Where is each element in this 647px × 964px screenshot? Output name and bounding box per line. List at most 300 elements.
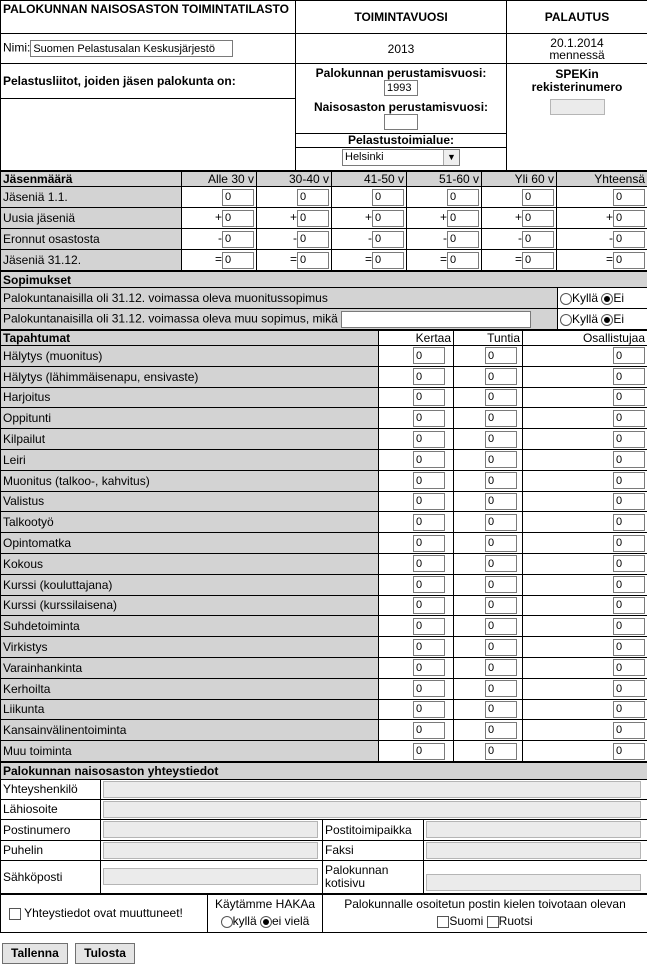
- members-sign: +: [514, 210, 522, 225]
- events-input[interactable]: [613, 535, 645, 552]
- events-input[interactable]: [413, 618, 445, 635]
- events-input[interactable]: [413, 639, 445, 656]
- events-table: [0, 330, 647, 762]
- events-row-label: Kilpailut: [1, 429, 379, 450]
- members-sign: +: [439, 210, 447, 225]
- events-row: [1, 678, 647, 699]
- events-row: [1, 346, 647, 367]
- button-bar: [0, 943, 647, 964]
- events-cell: [379, 657, 454, 678]
- events-cell: [454, 553, 523, 574]
- events-input[interactable]: [613, 347, 645, 364]
- members-cell: [257, 208, 332, 229]
- members-input[interactable]: [613, 231, 645, 248]
- events-row-label: Hälytys (muonitus): [1, 346, 379, 367]
- liitot-label: Pelastusliitot, joiden jäsen palokunta on:: [1, 64, 296, 99]
- postitoimipaikka-input[interactable]: [426, 821, 641, 838]
- events-input[interactable]: [613, 722, 645, 739]
- postitoimipaikka-cell: [424, 819, 647, 840]
- members-cell: [332, 229, 407, 250]
- members-sign: =: [214, 252, 222, 267]
- members-cell: [407, 208, 482, 229]
- events-cell: [454, 387, 523, 408]
- members-input[interactable]: [613, 189, 645, 206]
- members-cell: [182, 229, 257, 250]
- events-input[interactable]: [413, 389, 445, 406]
- events-cell: [523, 512, 647, 533]
- kotisivu-input[interactable]: [426, 874, 641, 891]
- members-cell: [557, 208, 647, 229]
- postinumero-input[interactable]: [103, 821, 318, 838]
- kotisivu-label: Palokunnan kotisivu: [323, 860, 424, 893]
- sahkoposti-input[interactable]: [103, 868, 318, 885]
- name-cell: [1, 34, 296, 64]
- events-input[interactable]: [613, 618, 645, 635]
- events-input[interactable]: [613, 514, 645, 531]
- naisosasto-cell: [296, 99, 507, 171]
- agreement-row-1-options: [558, 288, 647, 309]
- events-cell: [379, 553, 454, 574]
- events-input[interactable]: [485, 618, 517, 635]
- events-row-label: Kurssi (kouluttajana): [1, 574, 379, 595]
- members-input[interactable]: [372, 252, 404, 269]
- events-cell: [379, 533, 454, 554]
- events-row: [1, 595, 647, 616]
- events-col-tuntia: Tuntia: [454, 331, 523, 346]
- events-cell: [523, 533, 647, 554]
- events-row-label: Liikunta: [1, 699, 379, 720]
- events-row: [1, 366, 647, 387]
- members-sign: =: [289, 252, 297, 267]
- contact-table: [0, 762, 647, 894]
- haka-options: [210, 913, 320, 930]
- agreement-row-2-options: [558, 309, 647, 330]
- members-cell: [182, 208, 257, 229]
- events-cell: [454, 470, 523, 491]
- events-cell: [523, 637, 647, 658]
- agreement-row-2: [1, 309, 558, 330]
- members-sign: =: [439, 252, 447, 267]
- events-input[interactable]: [613, 472, 645, 489]
- events-row-label: Kokous: [1, 553, 379, 574]
- members-input[interactable]: [447, 231, 479, 248]
- members-cell: [332, 187, 407, 208]
- lang-sv-checkbox[interactable]: [487, 916, 499, 928]
- events-row-label: Muu toiminta: [1, 741, 379, 762]
- toimintavuosi-header: TOIMINTAVUOSI: [296, 1, 507, 34]
- members-input[interactable]: [372, 189, 404, 206]
- postinumero-label: Postinumero: [1, 819, 101, 840]
- events-input[interactable]: [613, 701, 645, 718]
- events-input[interactable]: [413, 701, 445, 718]
- toimialue-value: Helsinki: [345, 150, 384, 163]
- events-row: [1, 574, 647, 595]
- perustamisvuosi-label: Palokunnan perustamisvuosi:: [315, 65, 487, 80]
- members-input[interactable]: [222, 189, 254, 206]
- events-cell: [523, 699, 647, 720]
- lang-sv-label: Ruotsi: [498, 914, 533, 929]
- members-sign: +: [605, 210, 613, 225]
- events-cell: [523, 346, 647, 367]
- naisosasto-input[interactable]: [384, 114, 418, 130]
- events-input[interactable]: [485, 347, 517, 364]
- events-input[interactable]: [485, 680, 517, 697]
- events-input[interactable]: [485, 639, 517, 656]
- members-col-header: 51-60 v: [407, 172, 482, 187]
- members-row: [1, 208, 647, 229]
- events-input[interactable]: [485, 389, 517, 406]
- members-cell: [557, 187, 647, 208]
- postinumero-cell: [101, 819, 323, 840]
- events-input[interactable]: [613, 659, 645, 676]
- members-sign: =: [514, 252, 522, 267]
- toimialue-select[interactable]: [342, 149, 460, 166]
- events-input[interactable]: [613, 410, 645, 427]
- events-cell: [379, 595, 454, 616]
- members-input[interactable]: [222, 252, 254, 269]
- members-row: [1, 250, 647, 271]
- members-sign: =: [364, 252, 372, 267]
- events-col-kertaa: Kertaa: [379, 331, 454, 346]
- radio-yes[interactable]: [560, 314, 572, 326]
- events-cell: [454, 720, 523, 741]
- events-cell: [523, 741, 647, 762]
- haka-yes-radio[interactable]: [221, 916, 233, 928]
- events-cell: [523, 366, 647, 387]
- events-cell: [379, 366, 454, 387]
- events-cell: [523, 678, 647, 699]
- events-cell: [379, 470, 454, 491]
- events-cell: [454, 408, 523, 429]
- events-row: [1, 616, 647, 637]
- events-input[interactable]: [413, 472, 445, 489]
- haka-no-label: ei vielä: [272, 914, 310, 929]
- events-row: [1, 533, 647, 554]
- form-title: PALOKUNNAN NAISOSASTON TOIMINTATILASTO: [1, 1, 296, 34]
- events-input[interactable]: [413, 659, 445, 676]
- members-input[interactable]: [372, 210, 404, 227]
- members-row-label: Jäseniä 1.1.: [1, 187, 182, 208]
- events-row-label: Suhdetoiminta: [1, 616, 379, 637]
- return-suffix: mennessä: [549, 47, 605, 62]
- members-cell: [482, 229, 557, 250]
- members-cell: [182, 250, 257, 271]
- events-cell: [379, 720, 454, 741]
- toimialue-label: Pelastustoimialue:: [347, 132, 455, 147]
- events-input[interactable]: [613, 389, 645, 406]
- events-input[interactable]: [613, 743, 645, 760]
- events-input[interactable]: [413, 743, 445, 760]
- perustamisvuosi-input[interactable]: [384, 80, 418, 96]
- changed-cell: [1, 894, 208, 932]
- events-input[interactable]: [413, 410, 445, 427]
- members-row: [1, 187, 647, 208]
- events-cell: [523, 470, 647, 491]
- members-cell: [482, 187, 557, 208]
- spek-input[interactable]: [550, 99, 605, 115]
- events-input[interactable]: [485, 659, 517, 676]
- lahiosoite-input[interactable]: [103, 801, 641, 818]
- members-cell: [482, 250, 557, 271]
- members-input[interactable]: [372, 231, 404, 248]
- postitoimipaikka-label: Postitoimipaikka: [323, 819, 424, 840]
- return-date: 20.1.2014: [550, 35, 604, 50]
- events-cell: [523, 429, 647, 450]
- toimialue-row: [296, 147, 506, 166]
- members-cell: [332, 208, 407, 229]
- members-cell: [182, 187, 257, 208]
- events-input[interactable]: [413, 555, 445, 572]
- members-cell: [482, 208, 557, 229]
- events-input[interactable]: [613, 680, 645, 697]
- haka-no-radio[interactable]: [260, 916, 272, 928]
- events-input[interactable]: [613, 493, 645, 510]
- members-cell: [557, 229, 647, 250]
- members-input[interactable]: [522, 231, 554, 248]
- events-input[interactable]: [485, 555, 517, 572]
- events-input[interactable]: [485, 597, 517, 614]
- members-input[interactable]: [613, 210, 645, 227]
- events-row-label: Opintomatka: [1, 533, 379, 554]
- events-input[interactable]: [485, 514, 517, 531]
- members-cell: [557, 250, 647, 271]
- members-col-header: Yhteensä: [557, 172, 647, 187]
- members-input[interactable]: [297, 189, 329, 206]
- events-input[interactable]: [613, 597, 645, 614]
- members-input[interactable]: [447, 189, 479, 206]
- events-input[interactable]: [485, 451, 517, 468]
- radio-no[interactable]: [601, 314, 613, 326]
- events-row: [1, 449, 647, 470]
- members-col-header: 30-40 v: [257, 172, 332, 187]
- changed-checkbox[interactable]: [9, 908, 21, 920]
- return-date-cell: [507, 34, 647, 64]
- events-cell: [454, 512, 523, 533]
- save-button[interactable]: Tallenna: [2, 943, 68, 964]
- events-cell: [379, 678, 454, 699]
- members-sign: +: [214, 210, 222, 225]
- members-input[interactable]: [613, 252, 645, 269]
- members-input[interactable]: [447, 252, 479, 269]
- events-cell: [379, 491, 454, 512]
- events-input[interactable]: [413, 680, 445, 697]
- lang-fi-label: Suomi: [449, 914, 484, 929]
- members-input[interactable]: [222, 210, 254, 227]
- events-cell: [379, 408, 454, 429]
- members-row: [1, 229, 647, 250]
- events-input[interactable]: [413, 431, 445, 448]
- events-cell: [379, 637, 454, 658]
- yhteyshenkilo-label: Yhteyshenkilö: [1, 779, 101, 799]
- events-row: [1, 720, 647, 741]
- events-input[interactable]: [485, 410, 517, 427]
- events-input[interactable]: [485, 472, 517, 489]
- members-sign: -: [609, 231, 613, 246]
- changed-label: Yhteystiedot ovat muuttuneet!: [24, 906, 183, 921]
- events-input[interactable]: [485, 722, 517, 739]
- faksi-label: Faksi: [323, 840, 424, 860]
- members-input[interactable]: [447, 210, 479, 227]
- events-input[interactable]: [413, 347, 445, 364]
- events-input[interactable]: [413, 368, 445, 385]
- kotisivu-cell: [424, 860, 647, 893]
- members-row-label: Jäseniä 31.12.: [1, 250, 182, 271]
- events-row-label: Harjoitus: [1, 387, 379, 408]
- members-sign: +: [289, 210, 297, 225]
- events-input[interactable]: [413, 597, 445, 614]
- events-input[interactable]: [413, 576, 445, 593]
- events-cell: [454, 346, 523, 367]
- events-input[interactable]: [613, 368, 645, 385]
- events-input[interactable]: [413, 493, 445, 510]
- events-cell: [523, 616, 647, 637]
- language-label: Palokunnalle osoitetun postin kielen toivotaan olevan: [344, 897, 626, 912]
- haka-label: Käytämme HAKAa: [214, 897, 316, 912]
- events-cell: [523, 574, 647, 595]
- yhteyshenkilo-input[interactable]: [103, 781, 641, 798]
- events-cell: [454, 741, 523, 762]
- members-input[interactable]: [297, 252, 329, 269]
- radio-yes-label: Kyllä: [572, 312, 599, 326]
- events-row: [1, 637, 647, 658]
- events-input[interactable]: [413, 514, 445, 531]
- members-cell: [257, 250, 332, 271]
- events-input[interactable]: [485, 743, 517, 760]
- events-row-label: Valistus: [1, 491, 379, 512]
- members-input[interactable]: [522, 252, 554, 269]
- members-sign: -: [443, 231, 447, 246]
- radio-yes-label: Kyllä: [572, 291, 599, 305]
- events-input[interactable]: [485, 576, 517, 593]
- events-cell: [523, 657, 647, 678]
- events-row-label: Talkootyö: [1, 512, 379, 533]
- perustamisvuosi-cell: [296, 64, 507, 99]
- spek-label: SPEKin rekisterinumero: [507, 64, 647, 99]
- agreement-row-2-label: Palokuntanaisilla oli 31.12. voimassa oleva muu sopimus, mikä: [3, 311, 338, 326]
- events-row: [1, 741, 647, 762]
- events-cell: [379, 449, 454, 470]
- lang-fi-checkbox[interactable]: [437, 916, 449, 928]
- events-row: [1, 408, 647, 429]
- language-options: [325, 913, 645, 930]
- preferences-table: [0, 894, 647, 933]
- naisosasto-label: Naisosaston perustamisvuosi:: [313, 99, 489, 114]
- agreements-title: Sopimukset: [1, 272, 647, 288]
- events-input[interactable]: [485, 431, 517, 448]
- events-input[interactable]: [413, 535, 445, 552]
- events-row-label: Muonitus (talkoo-, kahvitus): [1, 470, 379, 491]
- events-input[interactable]: [613, 639, 645, 656]
- radio-yes[interactable]: [560, 293, 572, 305]
- members-sign: -: [218, 231, 222, 246]
- members-sign: -: [518, 231, 522, 246]
- members-row-label: Uusia jäseniä: [1, 208, 182, 229]
- events-cell: [379, 699, 454, 720]
- events-cell: [379, 429, 454, 450]
- events-row-label: Kerhoilta: [1, 678, 379, 699]
- other-agreement-input[interactable]: [341, 311, 531, 328]
- agreements-table: [0, 271, 647, 330]
- events-row: [1, 512, 647, 533]
- events-cell: [523, 387, 647, 408]
- yhteyshenkilo-cell: [101, 779, 647, 799]
- events-cell: [454, 491, 523, 512]
- events-row-label: Virkistys: [1, 637, 379, 658]
- faksi-input[interactable]: [426, 842, 641, 859]
- members-input[interactable]: [297, 231, 329, 248]
- chevron-down-icon: ▼: [443, 150, 459, 165]
- puhelin-input[interactable]: [103, 842, 318, 859]
- events-row: [1, 470, 647, 491]
- events-input[interactable]: [613, 576, 645, 593]
- sahkoposti-label: Sähköposti: [1, 860, 101, 893]
- members-cell: [407, 229, 482, 250]
- members-title: Jäsenmäärä: [1, 172, 182, 187]
- events-cell: [379, 741, 454, 762]
- events-cell: [454, 699, 523, 720]
- events-input[interactable]: [413, 722, 445, 739]
- events-input[interactable]: [413, 451, 445, 468]
- haka-cell: [208, 894, 323, 932]
- events-input[interactable]: [485, 535, 517, 552]
- palautus-header: PALAUTUS: [507, 1, 647, 34]
- members-table: [0, 171, 647, 271]
- events-input[interactable]: [613, 431, 645, 448]
- members-col-header: 41-50 v: [332, 172, 407, 187]
- events-input[interactable]: [485, 493, 517, 510]
- events-cell: [523, 449, 647, 470]
- events-row-label: Varainhankinta: [1, 657, 379, 678]
- events-input[interactable]: [485, 368, 517, 385]
- agreement-row-1-label: Palokuntanaisilla oli 31.12. voimassa oleva muonitussopimus: [1, 288, 558, 309]
- language-cell: [323, 894, 647, 932]
- members-cell: [257, 229, 332, 250]
- lahiosoite-label: Lähiosoite: [1, 799, 101, 819]
- members-row-label: Eronnut osastosta: [1, 229, 182, 250]
- events-row-label: Oppitunti: [1, 408, 379, 429]
- events-cell: [523, 553, 647, 574]
- header-table: [0, 0, 647, 171]
- events-row: [1, 657, 647, 678]
- members-input[interactable]: [522, 210, 554, 227]
- events-cell: [454, 678, 523, 699]
- events-input[interactable]: [485, 701, 517, 718]
- events-cell: [379, 512, 454, 533]
- members-cell: [407, 250, 482, 271]
- events-input[interactable]: [613, 555, 645, 572]
- members-sign: -: [293, 231, 297, 246]
- events-row-label: Kurssi (kurssilaisena): [1, 595, 379, 616]
- events-row: [1, 553, 647, 574]
- print-button[interactable]: Tulosta: [75, 943, 135, 964]
- radio-no-label: Ei: [613, 291, 625, 305]
- contact-title: Palokunnan naisosaston yhteystiedot: [1, 762, 647, 779]
- events-row-label: Leiri: [1, 449, 379, 470]
- events-cell: [454, 616, 523, 637]
- members-input[interactable]: [297, 210, 329, 227]
- events-input[interactable]: [613, 451, 645, 468]
- events-cell: [454, 429, 523, 450]
- events-cell: [523, 491, 647, 512]
- lahiosoite-cell: [101, 799, 647, 819]
- name-input[interactable]: [30, 40, 233, 57]
- members-input[interactable]: [222, 231, 254, 248]
- radio-no[interactable]: [601, 293, 613, 305]
- events-cell: [379, 574, 454, 595]
- events-row-label: Kansainvälinentoiminta: [1, 720, 379, 741]
- members-sign: -: [368, 231, 372, 246]
- members-input[interactable]: [522, 189, 554, 206]
